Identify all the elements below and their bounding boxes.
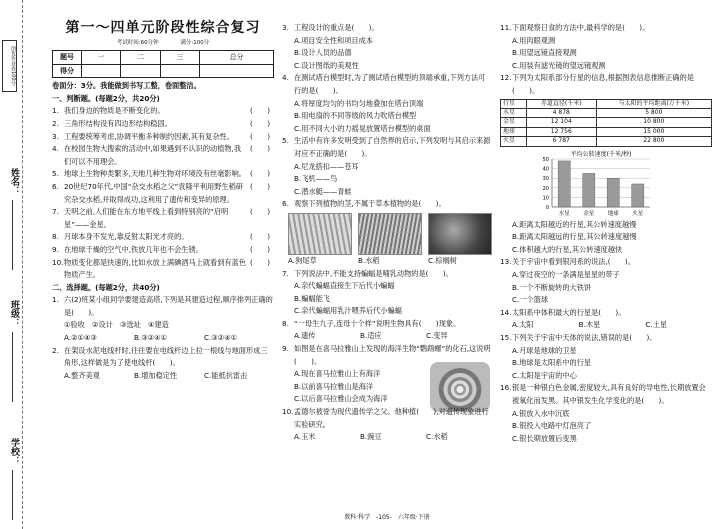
option[interactable]: A.现在喜马拉雅山上有海洋	[294, 369, 381, 379]
question-number: 13.	[500, 257, 512, 267]
true-false-list	[52, 105, 274, 281]
true-false-item	[52, 231, 274, 244]
option: A.狗尾草	[288, 255, 317, 265]
score-cell[interactable]	[200, 64, 274, 78]
question-9-block	[282, 343, 492, 406]
option-row	[52, 370, 274, 383]
table-row	[501, 137, 712, 146]
question	[500, 382, 712, 407]
table-row	[501, 127, 712, 136]
question-text: 观察下列植物的茎,不属于草本植物的是( )。	[294, 199, 446, 209]
section-title: 一、判断题。(每题2分，共20分)	[52, 93, 160, 103]
option-row	[282, 431, 492, 444]
planet-table	[500, 99, 712, 147]
bar	[583, 173, 595, 207]
option[interactable]: B.豌豆	[360, 432, 382, 442]
score-table-col: 一	[82, 51, 121, 65]
option[interactable]: C.能抵抗雷击	[204, 370, 248, 380]
table-cell: 地球	[501, 127, 527, 136]
chart-title: 平均公转速度(千米/秒)	[570, 150, 632, 158]
option[interactable]: C.③②④①	[204, 333, 238, 343]
score-table-row-label: 题号	[53, 51, 82, 65]
table-cell: 10 800	[596, 118, 711, 127]
table-cell: 15 000	[596, 127, 711, 136]
binding-margin	[0, 0, 23, 529]
option[interactable]: B.适应	[360, 331, 382, 341]
page-title: 第一～四单元阶段性综合复习	[65, 20, 261, 36]
option[interactable]: B.设计人员的品德	[294, 48, 352, 58]
question-text: 地球上生物种类繁多,天地几种生物对环境没有丝毫影响。	[64, 169, 246, 179]
question-text: 下列说法中,不能支持蝙蝠是哺乳动物的是( )。	[294, 268, 453, 278]
question-text: 六(2)班某小组同学要建造高塔,下列是其建造过程,顺序排列正确的是( )。	[64, 295, 273, 317]
brand-stamp: 创优作业卷100分	[2, 40, 17, 92]
option[interactable]: A.月球是地球的卫星	[512, 345, 577, 355]
question-number: 10.	[282, 407, 294, 417]
table-cell: 水星	[501, 108, 527, 117]
option[interactable]: A.遗传	[294, 331, 316, 341]
score-table	[52, 50, 274, 78]
table-header: 与太阳的平均距离(万千米)	[596, 99, 711, 108]
question-number: 4.	[52, 144, 59, 154]
question-number: 12.	[500, 73, 512, 83]
option[interactable]: B.地球是太阳系中的行星	[512, 358, 592, 368]
answer-blank[interactable]: ( )	[250, 257, 270, 267]
question-text: 太阳系中体积最大的行星是( )。	[512, 307, 626, 317]
question-9-options	[282, 368, 492, 406]
column-3	[500, 22, 712, 445]
question-text: 如图是在喜马拉雅山上发现的海洋生物“鹦鹉螺”的化石,这说明( )。	[294, 344, 491, 366]
question-text: 天明之前,人们能在东方地平线上看到特别亮的“启明星”——金星。	[64, 207, 229, 229]
question-number: 1.	[52, 295, 59, 305]
plant-option[interactable]	[428, 213, 492, 268]
question-number: 6.	[282, 199, 289, 209]
true-false-item	[52, 143, 274, 168]
question-text: 下列关于宇宙中天体的说法,错误的是( )。	[512, 332, 657, 342]
orbital-speed-chart	[500, 149, 712, 219]
question-text: 下面观察日食的方法中,最科学的是( )。	[512, 23, 650, 32]
bar	[558, 161, 570, 207]
option[interactable]: A.将厚度均匀的书均匀地叠加在塔台顶端	[294, 98, 424, 108]
option[interactable]: A.整齐美观	[64, 370, 100, 380]
score-cell[interactable]	[121, 64, 160, 78]
question	[500, 307, 712, 320]
option[interactable]: A.用肉眼观测	[512, 35, 556, 45]
question	[282, 135, 492, 160]
exam-meta	[52, 38, 274, 48]
choice-list	[500, 219, 712, 446]
question	[282, 72, 492, 97]
question-number: 9.	[282, 344, 289, 354]
question-number: 9.	[52, 244, 59, 254]
x-tick-label: 金星	[583, 210, 595, 217]
name-line	[12, 200, 13, 270]
choice-list	[282, 22, 492, 198]
question-text: 下列为太阳系部分行星的信息,根据图表信息推断正确的是( )。	[512, 73, 694, 95]
neatness-instruction: 卷面分：3分。我能做到书写工整，卷面整洁。	[52, 81, 201, 91]
answer-blank[interactable]: ( )	[250, 144, 270, 154]
question-text: 三角形结构没有四边形结构稳固。	[64, 118, 172, 128]
option[interactable]: B.木星	[578, 320, 601, 330]
score-table-col: 三	[160, 51, 199, 65]
question	[500, 72, 712, 97]
plant-images	[282, 213, 492, 268]
section-title: 二、选择题。(每题2分，共40分)	[52, 282, 160, 292]
y-tick-label: 20	[542, 185, 549, 192]
score-table-row-label: 得分	[53, 64, 82, 78]
question-steps: ①验收 ②设计 ③选址 ④建造	[64, 320, 169, 330]
name-label: 姓名：	[9, 168, 19, 195]
x-tick-label: 地球	[607, 210, 619, 217]
question-number: 3.	[52, 131, 59, 141]
option[interactable]: B.以前喜马拉雅山是海洋	[294, 381, 374, 391]
question	[282, 198, 492, 211]
question-text: 关于宇宙中看到银河系的说法,( )。	[512, 257, 635, 267]
table-header: 行星	[501, 99, 527, 108]
question-text: 在地球干燥的空气中,铁放几年也不会生锈。	[64, 244, 203, 254]
option[interactable]: B.一个不断旋转的大铁饼	[512, 282, 592, 292]
page-footer: 教科·科学 -105- 六年级·下册	[344, 514, 430, 521]
question-number: 10.	[52, 257, 64, 267]
table-header: 赤道直径(千米)	[526, 99, 596, 108]
true-false-item	[52, 181, 274, 206]
question-number: 3.	[282, 23, 289, 32]
question	[282, 318, 492, 331]
y-tick-label: 50	[542, 156, 549, 163]
answer-blank[interactable]: ( )	[250, 181, 270, 191]
x-tick-label: 火星	[632, 210, 644, 217]
option[interactable]: C.体积越大的行星,其公转速度越快	[512, 244, 623, 254]
bar	[607, 178, 619, 207]
question-number: 7.	[52, 207, 59, 217]
option[interactable]: A.尼龙搭扣——苍耳	[294, 161, 359, 171]
class-label: 班级：	[9, 300, 19, 327]
question	[282, 406, 492, 431]
answer-blank[interactable]: ( )	[250, 131, 270, 141]
question-number: 7.	[282, 268, 289, 278]
option[interactable]: C.用不同大小的力摇晃放置塔台模型的桌面	[294, 123, 431, 133]
question-text: 银是一种银白色金属,密度较大,具有良好的导电性,长期放置会被氧化而发黑。其中银发生化学变化的是( )。	[512, 383, 706, 405]
exam-full-score: 满分:100分	[180, 40, 210, 46]
option-row	[282, 330, 492, 343]
rice-image	[358, 213, 422, 255]
question-number: 8.	[52, 232, 59, 242]
table-cell: 4 878	[526, 108, 596, 117]
true-false-item	[52, 105, 274, 118]
table-cell: 12 756	[526, 127, 596, 136]
table-cell: 6 787	[526, 137, 596, 146]
orbital-speed-chart-svg	[500, 149, 712, 219]
score-cell[interactable]	[160, 64, 199, 78]
y-tick-label: 30	[542, 175, 549, 182]
question-text: 20世纪70年代,中国“杂交水稻之父”袁隆平利用野生稻研究杂交水稻,并取得成功,这利用了遗传和变异的原理。	[64, 181, 243, 204]
answer-blank[interactable]: ( )	[250, 169, 270, 179]
class-line	[12, 332, 13, 402]
table-cell: 5 800	[596, 108, 711, 117]
answer-blank[interactable]: ( )	[250, 207, 270, 217]
question	[282, 22, 492, 35]
option[interactable]: A.距离太阳越近的行星,其公转速度越慢	[512, 219, 637, 229]
plant-option[interactable]	[288, 213, 352, 268]
option[interactable]: B.用电扇的不同等级的风力吹塔台模型	[294, 111, 417, 121]
question	[282, 268, 492, 281]
option[interactable]: A.②①④③	[64, 333, 97, 343]
question-text: 工程设计的重点是( )。	[294, 23, 379, 32]
true-false-item	[52, 257, 274, 282]
question-text: 工程要统筹考虑,协调平衡多种制约因素,其有复杂性。	[64, 131, 234, 141]
question-number: 15.	[500, 332, 512, 342]
school-line	[12, 470, 13, 520]
option: C.棕榈树	[428, 255, 457, 265]
option[interactable]: C.一个篮球	[512, 295, 549, 305]
option[interactable]: B.蝙蝠能飞	[294, 293, 330, 303]
question	[52, 345, 274, 370]
table-cell: 金星	[501, 118, 527, 127]
true-false-item	[52, 206, 274, 231]
option[interactable]: B.增加稳定性	[134, 370, 178, 380]
question-number: 6.	[52, 181, 59, 191]
school-label: 学校：	[9, 438, 19, 465]
option[interactable]: C.以后喜马拉雅山会成为海洋	[294, 394, 388, 404]
question	[500, 256, 712, 269]
question-number: 5.	[52, 169, 59, 179]
question-number: 2.	[52, 118, 59, 128]
option[interactable]: A.穿过夜空的一条满是星星的带子	[512, 269, 620, 279]
table-header-row	[501, 99, 712, 108]
question	[500, 22, 712, 35]
question-text: 月球本身不发光,靠反射太阳光才亮的。	[64, 232, 189, 242]
option[interactable]: C.水稻	[426, 432, 448, 442]
question-text: 孟德尔被誉为现代遗传学之父。他种植( ),对遗传现象进行实验研究。	[294, 407, 489, 429]
question-number: 4.	[282, 73, 289, 83]
palm-tree-image	[428, 213, 492, 255]
option[interactable]: C.用装有滤光镜的望远镜观测	[512, 60, 606, 70]
question-text: 在校园生物大搜索的活动中,如果遇到不认识的动植物,我们可以不用理会。	[64, 144, 242, 166]
table-cell: 火星	[501, 137, 527, 146]
option[interactable]: A.亲代蝙蝠直接生下后代小蝙蝠	[294, 281, 395, 291]
true-false-item	[52, 118, 274, 131]
table-row	[501, 118, 712, 127]
option[interactable]: C.变异	[426, 331, 448, 341]
option[interactable]: C.土星	[645, 320, 668, 330]
option[interactable]: C.太阳是宇宙的中心	[512, 370, 577, 380]
y-tick-label: 0	[545, 204, 549, 211]
option[interactable]: C.银长期放置后变黑	[512, 433, 577, 443]
option[interactable]: A.银放入水中沉底	[512, 408, 570, 418]
answer-blank[interactable]: ( )	[250, 106, 270, 116]
true-false-item	[52, 168, 274, 181]
question	[52, 294, 274, 319]
bar	[632, 184, 644, 207]
column-2	[282, 22, 492, 444]
y-tick-label: 40	[542, 166, 549, 173]
question-number: 16.	[500, 383, 512, 393]
option-row	[500, 319, 712, 332]
option[interactable]: C.亲代蝙蝠用乳汁喂养后代小蝙蝠	[294, 306, 402, 316]
question-number: 8.	[282, 318, 289, 328]
question-text: 在架设水泥电线杆时,往往要在电线杆边上拉一根线与地面形成三角形,这样做是为了使电线杆( )。	[64, 345, 268, 368]
option[interactable]: B.飞机——鸟	[294, 174, 338, 184]
question	[500, 332, 712, 345]
answer-blank[interactable]: ( )	[250, 232, 270, 242]
question-number: 11.	[500, 23, 512, 32]
score-table-col: 二	[121, 51, 160, 65]
option[interactable]: B.距离太阳越远的行星,其公转速度越慢	[512, 232, 637, 242]
true-false-item	[52, 131, 274, 144]
question-text: 生活中有许多发明受到了自然界的启示,下列发明与其启示来源对应不正确的是( )。	[294, 136, 491, 158]
option: B.水稻	[358, 255, 380, 265]
score-table-col: 总分	[200, 51, 274, 65]
question-number: 5.	[282, 136, 289, 146]
question-number: 14.	[500, 307, 512, 317]
option[interactable]: B.用望远镜直接观测	[512, 48, 577, 58]
option[interactable]: A.玉米	[294, 432, 316, 442]
table-cell: 12 104	[526, 118, 596, 127]
question-text: “一母生九子,连母十个样”说明生物具有( )现象。	[294, 318, 461, 328]
plant-option[interactable]	[358, 213, 422, 268]
answer-blank[interactable]: ( )	[250, 118, 270, 128]
nautilus-fossil-image	[430, 362, 490, 412]
option-row	[52, 332, 274, 345]
question-number: 1.	[52, 106, 59, 116]
option[interactable]: B.③②④①	[134, 333, 167, 343]
question-number: 2.	[52, 345, 59, 355]
question-text: 物质变化都是快速的,比如水放上满碘酒马上就看到有蓝色物质产生。	[64, 257, 246, 280]
option[interactable]: C.设计图纸的美观性	[294, 60, 359, 70]
option[interactable]: C.潜水艇——青蛙	[294, 186, 352, 196]
question-text: 在测试塔台模型时,为了测试塔台模型的顶端承重,下列方法可行的是( )。	[294, 73, 486, 95]
option[interactable]: A.太阳	[512, 320, 534, 330]
table-cell: 22 800	[596, 137, 711, 146]
answer-blank[interactable]: ( )	[250, 244, 270, 254]
option[interactable]: B.银投入电路中灯泡亮了	[512, 421, 592, 431]
column-1	[52, 22, 274, 382]
true-false-item	[52, 244, 274, 257]
foxtail-grass-image	[288, 213, 352, 255]
table-row	[501, 108, 712, 117]
y-tick-label: 10	[542, 194, 549, 201]
option[interactable]: A.项目安全性和项目成本	[294, 35, 373, 45]
question-text: 我们身边的物质是不断变化的。	[64, 106, 165, 116]
exam-time: 考试时间:60分钟	[116, 40, 159, 46]
score-cell[interactable]	[82, 64, 121, 78]
x-tick-label: 水星	[558, 210, 570, 217]
